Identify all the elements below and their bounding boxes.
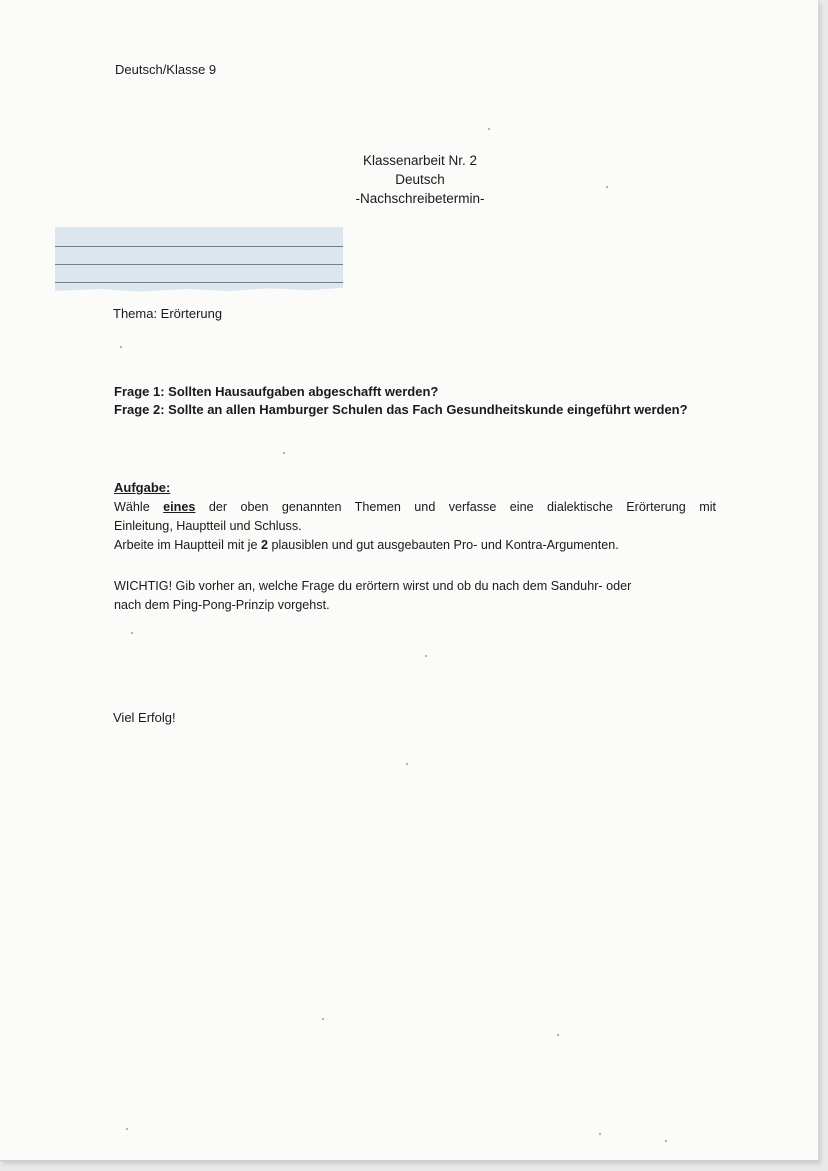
- ruled-line: [55, 282, 343, 283]
- exam-subtitle: -Nachschreibetermin-: [355, 191, 485, 206]
- paper-speck: [120, 346, 122, 348]
- task-line-1: Wähle eines der oben genannten Themen und verfasse eine dialektische Erörterung mit: [114, 500, 717, 514]
- paper-speck: [557, 1034, 559, 1036]
- task-line-3: Arbeite im Hauptteil mit je 2 plausiblen und gut ausgebauten Pro- und Kontra-Argumenten.: [114, 538, 619, 552]
- paper-speck: [599, 1133, 601, 1135]
- exam-subject: Deutsch: [395, 172, 445, 187]
- important-line-1: WICHTIG! Gib vorher an, welche Frage du erörtern wirst und ob du nach dem Sanduhr- oder: [114, 579, 632, 593]
- paper-speck: [425, 655, 427, 657]
- paper-speck: [665, 1140, 667, 1142]
- paper-speck: [322, 1018, 324, 1020]
- exam-title-block: [320, 151, 520, 208]
- task-instructions: [114, 498, 716, 555]
- important-note: [114, 577, 716, 615]
- paper-speck: [131, 632, 133, 634]
- task-heading: Aufgabe:: [114, 480, 171, 495]
- paper-speck: [406, 763, 408, 765]
- closing-text: Viel Erfolg!: [113, 710, 176, 725]
- paper-speck: [606, 186, 608, 188]
- paper-speck: [126, 1128, 128, 1130]
- task-line-2: Einleitung, Hauptteil und Schluss.: [114, 519, 302, 533]
- name-field-cover-strip: [55, 227, 343, 293]
- argument-count: 2: [260, 538, 268, 552]
- ruled-line: [55, 246, 343, 247]
- subject-class-label: Deutsch/Klasse 9: [115, 62, 217, 77]
- paper-speck: [283, 452, 285, 454]
- question-1: Frage 1: Sollten Hausaufgaben abgeschafft werden?: [114, 384, 439, 399]
- emphasized-word: eines: [163, 500, 196, 514]
- ruled-line: [55, 264, 343, 265]
- exam-title: Klassenarbeit Nr. 2: [362, 153, 478, 168]
- topic-label: Thema: Erörterung: [113, 306, 223, 321]
- paper-speck: [488, 128, 490, 130]
- question-2: Frage 2: Sollte an allen Hamburger Schulen das Fach Gesundheitskunde eingeführt werden?: [114, 402, 688, 417]
- important-line-2: nach dem Ping-Pong-Prinzip vorgehst.: [114, 598, 330, 612]
